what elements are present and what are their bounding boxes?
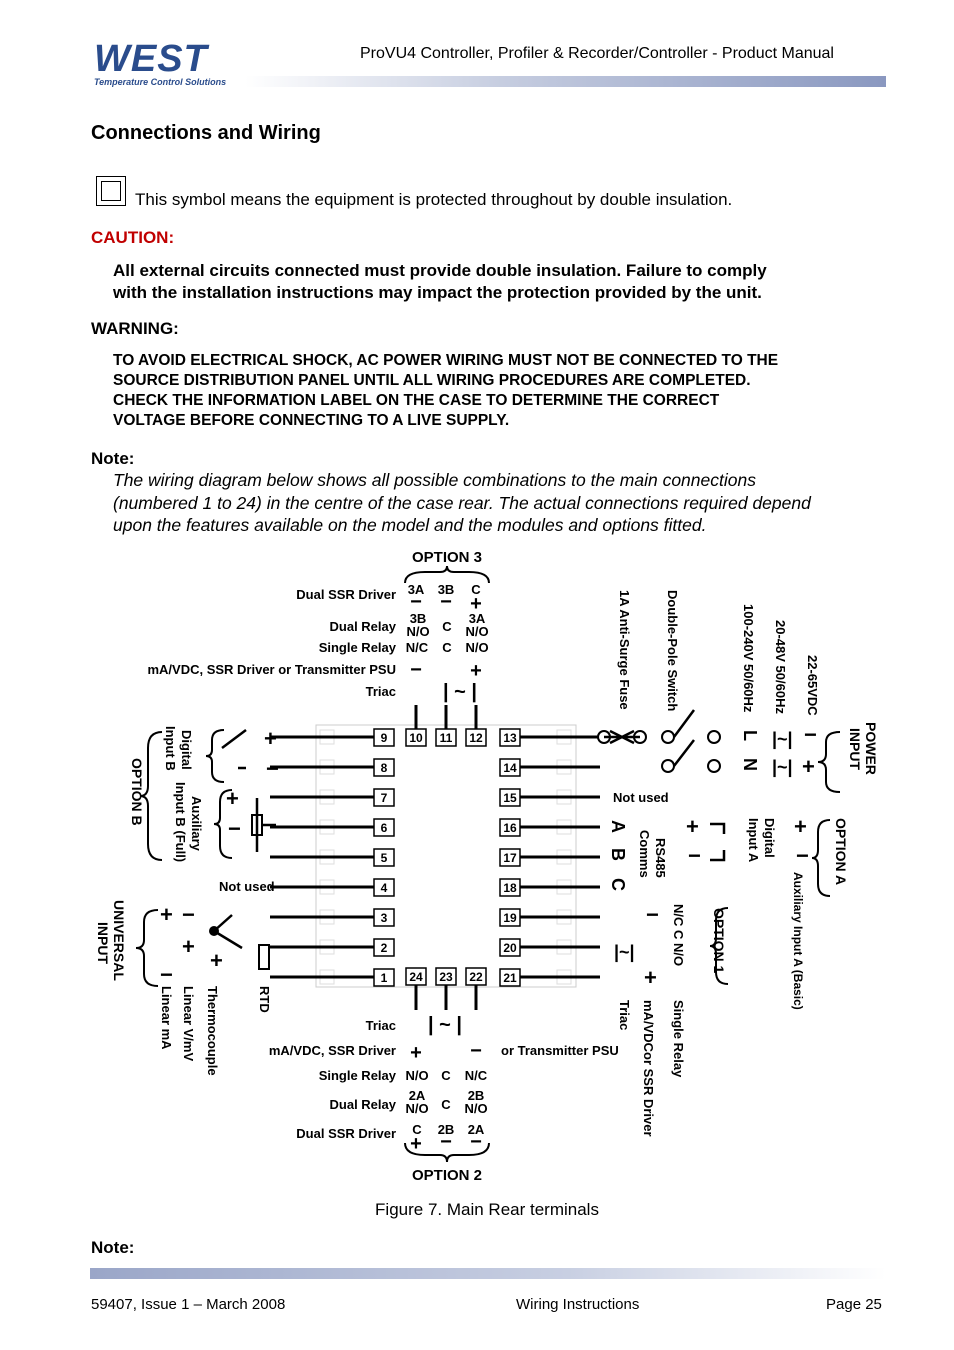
warning-line: SOURCE DISTRIBUTION PANEL UNTIL ALL WIRING PROCEDURES ARE COMPLETED.	[113, 372, 751, 389]
plus-sign: +	[182, 934, 195, 959]
plus-sign: +	[470, 593, 482, 615]
o3-dualrelay-c3: 3A	[468, 611, 486, 626]
power-title: POWER	[863, 722, 879, 775]
digital-a-label: Digital	[762, 818, 777, 858]
option2-singlerelay-label: Single Relay	[318, 1068, 396, 1083]
voltage-ac-label: 100-240V 50/60Hz	[741, 604, 756, 713]
rs485-a: A	[608, 820, 628, 833]
terminal-15-number: 15	[503, 791, 517, 805]
power-terminal	[708, 731, 720, 743]
note-line: (numbered 1 to 24) in the centre of the case rear. The actual connections required depend	[113, 492, 811, 513]
warning-label: WARNING:	[91, 319, 179, 338]
ma-label: Linear mA	[159, 986, 174, 1050]
terminal-14-number: 14	[503, 761, 517, 775]
terminal-4-number: 4	[380, 881, 388, 895]
minus-sign: −	[266, 756, 279, 781]
digital-a-switch	[710, 824, 724, 860]
aux-b-label-2: Input B (Full)	[173, 782, 188, 863]
fuse-label: 1A Anti-Surge Fuse	[617, 590, 632, 710]
option2-title: OPTION 2	[411, 1167, 483, 1184]
option-1-title: OPTION 1	[711, 908, 727, 974]
o2-dualrelay-c3: 2B	[467, 1088, 485, 1103]
minus-sign: −	[228, 816, 241, 841]
digital-b-switch	[222, 730, 246, 768]
o2-singlerelay-c1: N/O	[405, 1068, 429, 1083]
option3-triac-label: Triac	[365, 684, 396, 699]
tc-label: Thermocouple	[205, 986, 220, 1076]
o2-dualrelay-c1: 2A	[408, 1088, 426, 1103]
double-pole-switch	[674, 710, 694, 766]
universal-brace	[136, 910, 158, 986]
minus-sign: −	[470, 1131, 482, 1153]
plus-sign: +	[644, 965, 657, 990]
west-logo: WEST	[94, 38, 208, 80]
terminal-17-number: 17	[503, 851, 517, 865]
minus-sign: −	[688, 843, 701, 868]
o3-dualssr-c3: C	[471, 582, 481, 597]
option2-psu-suffix: or Transmitter PSU	[501, 1043, 619, 1058]
caution-line: with the installation instructions may impact the protection provided by the unit.	[113, 283, 762, 302]
note-line: upon the features available on the model and the modules and options fitted.	[113, 515, 707, 535]
l-label: L	[740, 730, 760, 741]
note2-label: Note:	[91, 1238, 135, 1257]
plus-sign: +	[226, 786, 239, 811]
o2-dualrelay-c1b: N/O	[405, 1101, 429, 1116]
warning-line: TO AVOID ELECTRICAL SHOCK, AC POWER WIRING MUST NOT BE CONNECTED TO THE	[113, 352, 779, 369]
minus-sign: −	[182, 902, 195, 927]
o3-dualssr-c2: 3B	[437, 582, 455, 597]
warning-line: CHECK THE INFORMATION LABEL ON THE CASE TO DETERMINE THE CORRECT	[113, 392, 720, 409]
option3-title: OPTION 3	[411, 549, 483, 566]
terminal-9-number: 9	[380, 731, 388, 745]
plus-sign: +	[802, 754, 815, 779]
mv-label: Linear V/mV	[181, 986, 196, 1062]
minus-sign: −	[410, 659, 422, 681]
terminal-19-number: 19	[503, 911, 517, 925]
digital-b-brace	[206, 730, 224, 782]
o2-dualssr-c1: C	[412, 1122, 422, 1137]
option3-ma-label: mA/VDC, SSR Driver or Transmitter PSU	[147, 662, 396, 677]
power-title-2: INPUT	[847, 728, 863, 770]
power-brace	[818, 732, 840, 792]
o3-singlerelay-c1: N/C	[405, 640, 429, 655]
plus-sign: +	[160, 902, 173, 927]
switch-contact	[662, 760, 674, 772]
digital-b-label: Digital	[179, 730, 194, 770]
option-1-triac: Triac	[617, 1000, 632, 1031]
note-line: The wiring diagram below shows all possible combinations to the main connections	[113, 470, 756, 490]
terminal-3-number: 3	[380, 911, 388, 925]
plus-sign: +	[794, 814, 807, 839]
terminal-18-number: 18	[503, 881, 517, 895]
o3-dualrelay-c3b: N/O	[465, 624, 489, 639]
aux-a-label: Auxiliary Input A (Basic)	[791, 872, 805, 1010]
minus-sign: −	[470, 1040, 482, 1062]
footer-section: Wiring Instructions	[516, 1296, 640, 1313]
voltage-lv-label: 20-48V 50/60Hz	[773, 620, 788, 714]
power-terminal	[708, 760, 720, 772]
terminal-23-number: 23	[439, 970, 453, 984]
option2-triac-label: Triac	[365, 1018, 396, 1033]
double-insulation-text: This symbol means the equipment is protected throughout by double insulation.	[135, 190, 733, 209]
o2-dualssr-c2: 2B	[437, 1122, 455, 1137]
manual-title: ProVU4 Controller, Profiler & Recorder/Controller - Product Manual	[360, 45, 834, 62]
footer-bar	[90, 1268, 886, 1279]
option2-dualrelay-label: Dual Relay	[329, 1097, 396, 1112]
caution-label: CAUTION:	[91, 228, 175, 247]
rtd-label: RTD	[257, 986, 272, 1013]
minus-sign: −	[796, 843, 809, 868]
minus-sign: −	[440, 1131, 452, 1153]
option2-dualssr-label: Dual SSR Driver	[296, 1126, 396, 1141]
o3-singlerelay-c3: N/O	[465, 640, 489, 655]
ac-symbol: |~|	[772, 729, 793, 749]
option-b-brace	[140, 732, 162, 860]
minus-sign: −	[646, 902, 659, 927]
option-1-ssr: mA/VDCor SSR Driver	[641, 1000, 656, 1137]
rs485-c: C	[608, 878, 628, 891]
terminal-12-number: 12	[469, 731, 483, 745]
terminal-6-number: 6	[380, 821, 388, 835]
warning-line: VOLTAGE BEFORE CONNECTING TO A LIVE SUPPLY.	[113, 412, 510, 429]
not-used-left: Not used	[219, 879, 275, 894]
minus-sign: −	[410, 591, 422, 613]
o2-singlerelay-c2: C	[441, 1068, 451, 1083]
o2-dualrelay-c2: C	[441, 1097, 451, 1112]
ac-symbol: | ~ |	[428, 1014, 462, 1036]
rs485-label: RS485	[653, 838, 668, 878]
digital-a-label-2: Input A	[746, 818, 761, 863]
universal-title-2: INPUT	[95, 922, 111, 964]
option3-dualrelay-label: Dual Relay	[329, 619, 396, 634]
option3-singlerelay-label: Single Relay	[318, 640, 396, 655]
o3-dualrelay-c2: C	[442, 619, 452, 634]
o2-dualssr-c3: 2A	[467, 1122, 485, 1137]
terminal-10-number: 10	[409, 731, 423, 745]
terminal-5-number: 5	[380, 851, 388, 865]
terminal-11-number: 11	[439, 731, 453, 745]
comms-label: Comms	[637, 830, 652, 878]
o3-dualrelay-c1: 3B	[409, 611, 427, 626]
terminal-16-number: 16	[503, 821, 517, 835]
aux-b-label: Auxiliary	[189, 796, 204, 851]
not-used-right: Not used	[613, 790, 669, 805]
rtd-resistor	[259, 945, 269, 969]
o2-singlerelay-c3: N/C	[464, 1068, 488, 1083]
plus-sign: +	[686, 814, 699, 839]
voltage-dc-label: 22-65VDC	[805, 655, 820, 716]
terminal-24-number: 24	[409, 970, 423, 984]
o3-dualssr-c1: 3A	[407, 582, 425, 597]
footer-doc-id: 59407, Issue 1 – March 2008	[91, 1296, 286, 1313]
plus-sign: +	[410, 1042, 422, 1064]
option-1-relay: Single Relay	[671, 1000, 686, 1078]
switch-contact	[662, 731, 674, 743]
plus-sign: +	[264, 726, 277, 751]
terminal-22-number: 22	[469, 970, 483, 984]
ac-symbol: |~|	[614, 942, 635, 962]
terminal-20-number: 20	[503, 941, 517, 955]
note-label: Note:	[91, 449, 135, 468]
terminal-2-number: 2	[380, 941, 388, 955]
o3-dualrelay-c1b: N/O	[406, 624, 430, 639]
section-title: Connections and Wiring	[91, 122, 321, 144]
o2-dualrelay-c3b: N/O	[464, 1101, 488, 1116]
plus-sign: +	[210, 948, 223, 973]
universal-title: UNIVERSAL	[111, 900, 127, 981]
plus-sign: +	[470, 660, 482, 682]
logo-tagline: Temperature Control Solutions	[94, 77, 227, 87]
terminal-7-number: 7	[380, 791, 388, 805]
minus-sign: −	[440, 591, 452, 613]
caution-line: All external circuits connected must provide double insulation. Failure to comply	[113, 261, 767, 280]
option3-dualssr-label: Dual SSR Driver	[296, 587, 396, 602]
thermocouple-dot	[209, 926, 219, 936]
n-label: N	[740, 758, 760, 771]
terminal-8-number: 8	[380, 761, 388, 775]
figure-caption: Figure 7. Main Rear terminals	[375, 1200, 599, 1219]
terminal-21-number: 21	[503, 971, 517, 985]
ac-symbol: |~|	[772, 757, 793, 777]
ac-symbol: | ~ |	[443, 681, 477, 703]
footer-page-number: Page 25	[826, 1296, 882, 1313]
digital-b-label-2: Input B	[163, 726, 178, 771]
o3-singlerelay-c2: C	[442, 640, 452, 655]
terminal-1-number: 1	[380, 971, 388, 985]
minus-sign: −	[804, 722, 817, 747]
minus-sign: −	[160, 962, 173, 987]
rs485-b: B	[608, 848, 628, 861]
option-a-title: OPTION A	[833, 818, 849, 886]
terminal-13-number: 13	[503, 731, 517, 745]
option-1-pins: N/C C N/O	[671, 904, 686, 967]
option2-ma-label: mA/VDC, SSR Driver	[268, 1043, 396, 1058]
plus-sign: +	[410, 1133, 422, 1155]
option-b-title: OPTION B	[129, 758, 145, 826]
switch-label: Double-Pole Switch	[665, 590, 680, 712]
option3-brace	[405, 566, 489, 583]
option-a-brace	[812, 820, 830, 896]
